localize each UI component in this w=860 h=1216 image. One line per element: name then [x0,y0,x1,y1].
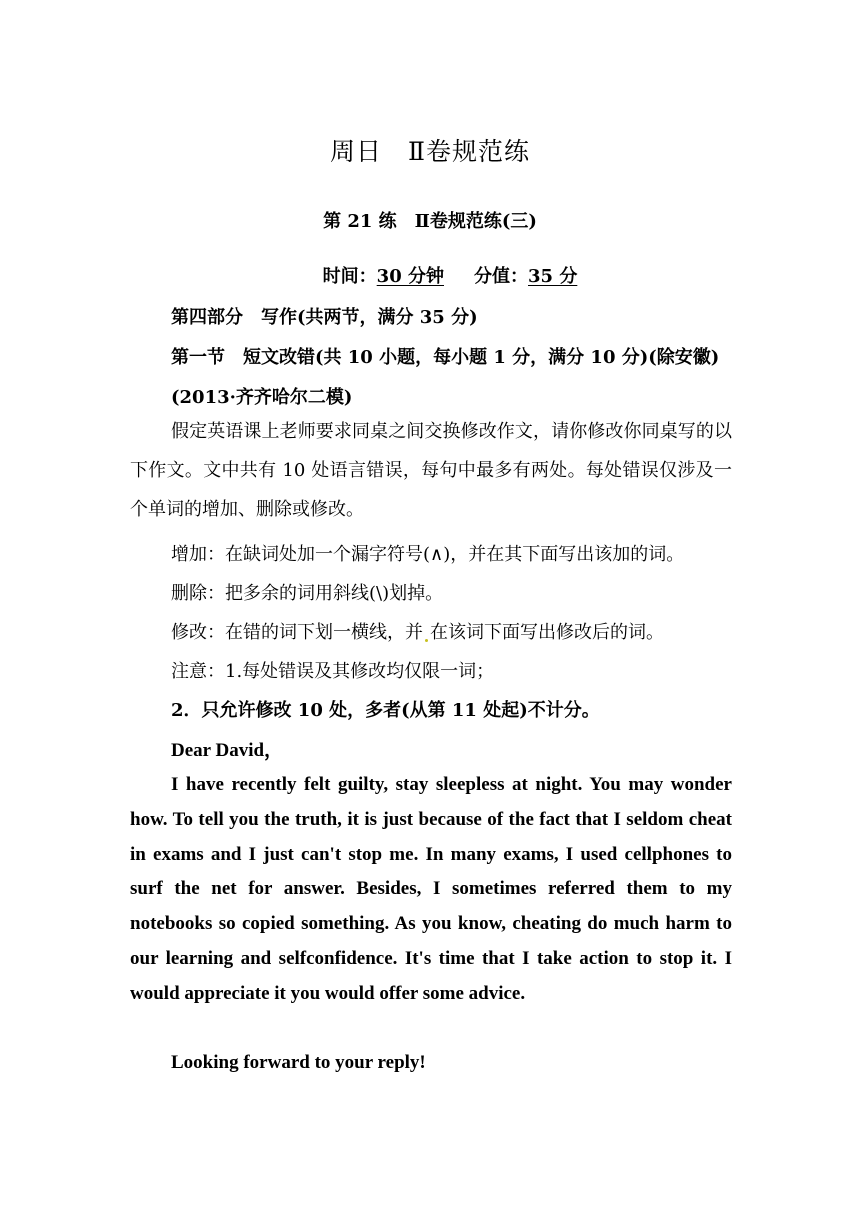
score-label: 分值： [474,266,528,287]
instruction-delete: 删除：把多余的词用斜线(\)划掉。 [171,583,444,604]
instructions-intro: 假定英语课上老师要求同桌之间交换修改作文，请你修改你同桌写的以下作文。文中共有 10 处语言错误，每句中最多有两处。每处错误仅涉及一个单词的增加、删除或修改。 [130,421,732,520]
time-score-line [0,262,860,288]
time-value: 30 分钟 [376,266,444,287]
source-note: (2013·齐齐哈尔二模) [171,387,353,408]
score-value: 35 分 [528,266,578,287]
letter-body: I have recently felt guilty, stay sleepless at night. You may wonder how. To tell you the truth, it is just because of the fact that I seldom cheat in exams and I just can't stop me. In many exams, I used cellphones to surf the net for answer. Besides, I sometimes referred them to my notebooks so copied something. As you know, cheating do much harm to our learning and selfconfidence. It's time that I take action to stop it. I would appreciate it you would offer some advice. [130,774,732,1004]
section-heading: 第一节 短文改错(共 10 小题，每小题 1 分，满分 10 分)(除安徽) [171,347,720,368]
instruction-add: 增加：在缺词处加一个漏字符号(∧)，并在其下面写出该加的词。 [171,544,685,565]
exercise-subtitle: 第 21 练 Ⅱ卷规范练(三) [323,211,537,232]
letter-closing: Looking forward to your reply! [171,1052,426,1073]
instruction-modify-part1: 修改：在错的词下划一横线，并 [171,622,423,643]
time-label: 时间： [322,266,377,287]
instruction-modify-part2: 在该词下面写出修改后的词。 [430,622,664,643]
part-heading: 第四部分 写作(共两节，满分 35 分) [171,307,478,328]
mark-dot [425,639,428,642]
letter-salutation: Dear David， [171,740,284,761]
page-title: 周日 Ⅱ卷规范练 [330,137,530,166]
note-one: 注意：1.每处错误及其修改均仅限一词； [171,661,495,682]
note-two: 2．只允许修改 10 处，多者(从第 11 处起)不计分。 [171,700,600,721]
instruction-modify [171,618,732,644]
